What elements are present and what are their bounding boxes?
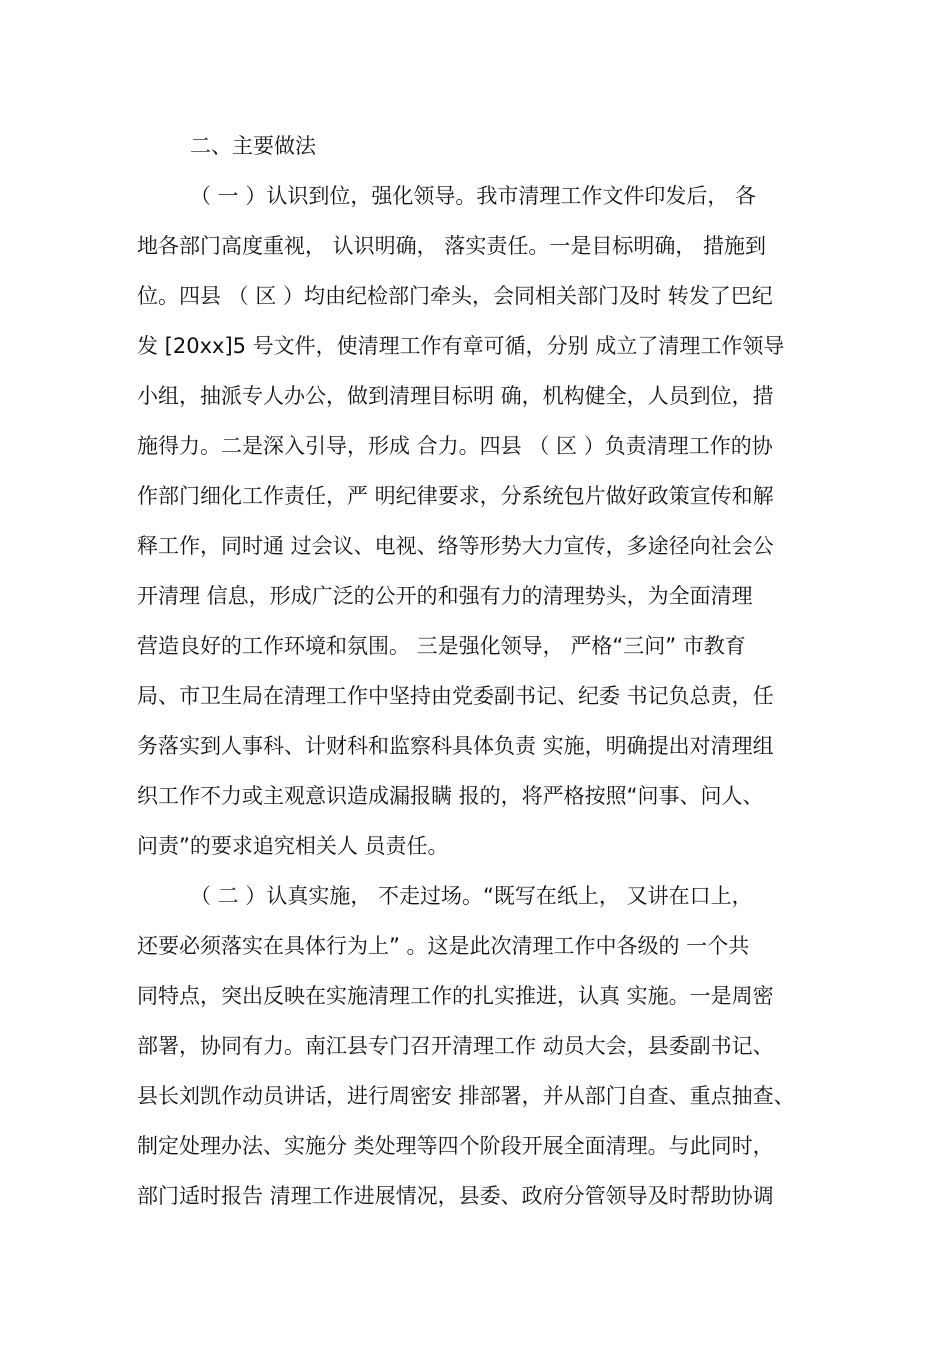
paragraph-line: 制定处理办法、实施分 类处理等四个阶段开展全面清理。与此同时， [137,1134,774,1158]
paragraph-line: 开清理 信息，形成广泛的公开的和强有力的清理势头，为全面清理 [137,584,753,608]
section-heading: 二、主要做法 [190,134,316,158]
paragraph-line: 还要必须落实在具体行为上” 。这是此次清理工作中各级的 一个共 [137,934,750,958]
paragraph-line: 问责”的要求追究相关人 员责任。 [137,834,449,858]
paragraph-line: 务落实到人事科、计财科和监察科具体负责 实施，明确提出对清理组 [137,734,774,758]
paragraph-line: 释工作，同时通 过会议、电视、络等形势大力宣传，多途径向社会公 [137,534,774,558]
paragraph-line: 地各部门高度重视， 认识明确， 落实责任。一是目标明确， 措施到 [137,234,767,258]
paragraph-line: （ 一 ）认识到位，强化领导。我市清理工作文件印发后， 各 [190,184,757,208]
paragraph-line: 部署，协同有力。南江县专门召开清理工作 动员大会，县委副书记、 [137,1034,774,1058]
paragraph-line: 部门适时报告 清理工作进展情况，县委、政府分管领导及时帮助协调 [137,1184,774,1208]
paragraph-line: 小组，抽派专人办公，做到清理目标明 确，机构健全，人员到位，措 [137,384,774,408]
paragraph-line: 发 [20xx]5 号文件，使清理工作有章可循，分别 成立了清理工作领导 [137,334,785,358]
paragraph-line: 同特点，突出反映在实施清理工作的扎实推进，认真 实施。一是周密 [137,984,774,1008]
paragraph-line: 作部门细化工作责任，严 明纪律要求，分系统包片做好政策宣传和解 [137,484,774,508]
paragraph-line: 织工作不力或主观意识造成漏报瞒 报的，将严格按照“问事、问人、 [137,784,764,808]
paragraph-line: 局、市卫生局在清理工作中坚持由党委副书记、纪委 书记负总责，任 [137,684,774,708]
paragraph-line: 营造良好的工作环境和氛围。 三是强化领导， 严格“三问” 市教育 [137,634,746,658]
paragraph-line: 位。四县 （ 区 ）均由纪检部门牵头，会同相关部门及时 转发了巴纪 [137,284,773,308]
paragraph-line: 施得力。二是深入引导，形成 合力。四县 （ 区 ）负责清理工作的协 [137,434,773,458]
paragraph-line: 县长刘凯作动员讲话，进行周密安 排部署，并从部门自查、重点抽查、 [137,1084,795,1108]
paragraph-line: （ 二 ）认真实施， 不走过场。“既写在纸上， 又讲在口上， [190,884,753,908]
